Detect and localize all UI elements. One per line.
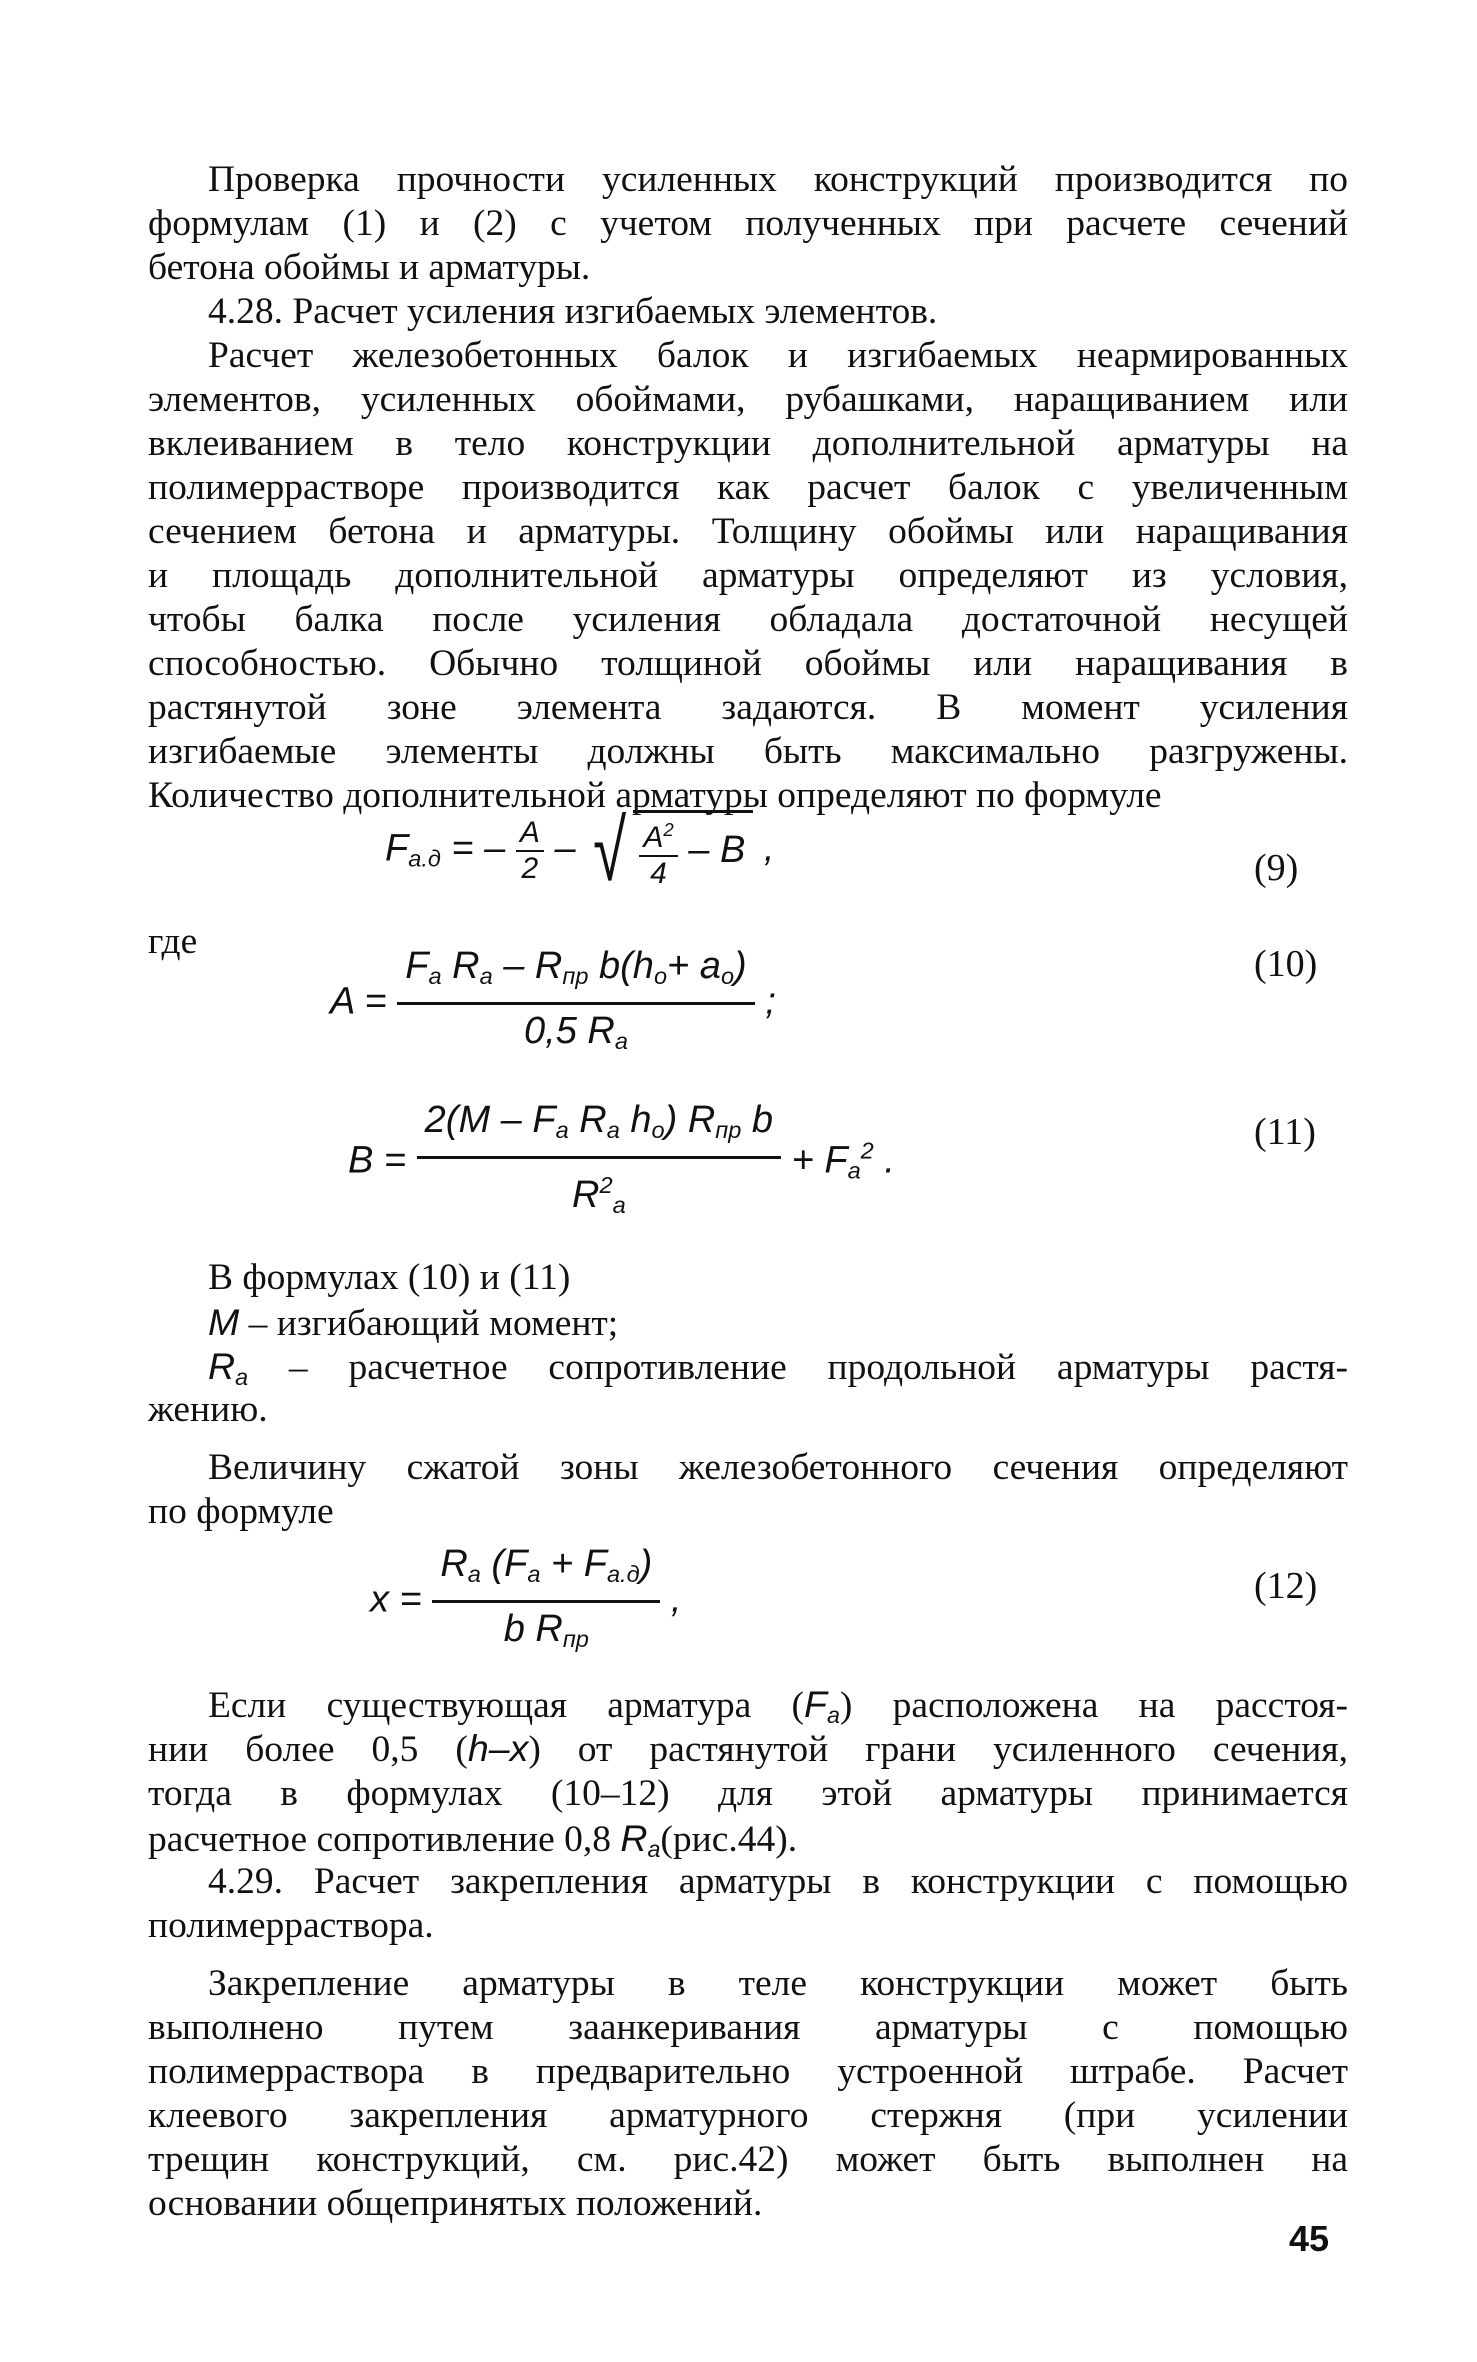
paragraph-compressed-zone-cont: по формуле (148, 1491, 334, 1532)
definition-moment: М – изгибающий момент; (208, 1301, 619, 1344)
fraction-12: $\frac{R_a (F_a + F_{a.д})}{b R_{пр}}$ (432, 1538, 660, 1665)
text-line: выполнено путем заанкеривания арматуры с помощью (148, 2007, 1348, 2048)
fraction-11: $\frac{2(M - F_a R_a h_o) R_{пр} b}{R^2_a}$ (417, 1094, 781, 1231)
text-line: Расчет железобетонных балок и изгибаемых неармированных (208, 335, 1348, 376)
symbol-ra: $R_a$ (208, 1345, 249, 1390)
formula-11: B = $\frac{2(M - F_a R_a h_o) R_{пр} b}{R^2_a}$ + $F_a^2$ . (348, 1094, 895, 1231)
paragraph-anchoring (148, 2006, 1348, 2226)
text-line: 4.29. Расчет закрепления арматуры в конструкции с помощью (208, 1861, 1348, 1902)
paragraph-anchoring-first (208, 1962, 1348, 2006)
paragraph-strength-check-cont (148, 202, 1348, 290)
text-line: растянутой зоне элемента задаются. В момент усиления (148, 687, 1348, 728)
formula-10: A = $\frac{F_a R_a - R_{пр} b(h_o+ a_o)}{0,5 R_a}$ ; (330, 940, 776, 1067)
formula-12: x = $\frac{R_a (F_a + F_{a.д})}{b R_{пр}}$ , (370, 1538, 681, 1665)
text-line: сечением бетона и арматуры. Толщину обоймы или наращивания (148, 511, 1348, 552)
text-line: бетона обоймы и арматуры. (148, 247, 591, 288)
section-heading-4-29-cont: полимерраствора. (148, 1905, 434, 1946)
fraction-10: $\frac{F_a R_a - R_{пр} b(h_o+ a_o)}{0,5 R_a}$ (397, 940, 754, 1067)
equation-number-10: (10) (1254, 943, 1318, 985)
text-line: чтобы балка после усиления обладала достаточной несущей (148, 599, 1348, 640)
text-line: вклеиванием в тело конструкции дополнительной арматуры на (148, 423, 1348, 464)
symbol-fa: $F_a$ (804, 1683, 840, 1728)
section-heading-4-28: 4.28. Расчет усиления изгибаемых элементов. (208, 291, 938, 332)
where-label: где (148, 921, 198, 962)
paragraph-strength-check (148, 158, 1348, 202)
page-number: 45 (1288, 2218, 1329, 2259)
text-line: тогда в формулах (10–12) для этой арматуры принимается (148, 1773, 1348, 1814)
square-root: √ $\frac{A^2}{4}$ – B (586, 810, 753, 891)
text-line: и площадь дополнительной арматуры определяют из условия, (148, 555, 1348, 596)
formulas-reference: В формулах (10) и (11) (208, 1257, 571, 1298)
paragraph-calculation (148, 378, 1348, 818)
symbol-m: М (208, 1301, 240, 1343)
equation-number-9: (9) (1254, 847, 1299, 889)
equation-number-11: (11) (1254, 1111, 1316, 1153)
text-line: полимерраствора в предварительно устроенной штрабе. Расчет (148, 2051, 1348, 2092)
text-line: Закрепление арматуры в теле конструкции может быть (208, 1963, 1348, 2004)
paragraph-existing-rebar: Если существующая арматура $(F_a)$ расположена на расстоя- (208, 1683, 1348, 1728)
section-heading-4-29 (208, 1860, 1348, 1904)
paragraph-existing-rebar-cont: нии более 0,5 (h–x) от растянутой грани усиленного сечения, тогда в формулах (10–12) для этой арматуры принимается расчетное сопротивление 0,8 $R_a(рис.44)$. (148, 1727, 1348, 1862)
definition-resistance: $R_a$ – расчетное сопротивление продольной арматуры растя- (208, 1345, 1349, 1390)
text-line: полимеррастворе производится как расчет балок с увеличенным (148, 467, 1348, 508)
text-line: клеевого закрепления арматурного стержня (при усилении (148, 2095, 1348, 2136)
text-line: Проверка прочности усиленных конструкций производится по (208, 159, 1348, 200)
paragraph-calculation-first-line (208, 334, 1348, 378)
text-line: Количество дополнительной арматуры определяют по формуле (148, 775, 1162, 816)
symbol-ra-inline: $R_a$ (620, 1817, 661, 1862)
text-line: основании общепринятых положений. (148, 2183, 763, 2224)
symbol-h-minus-x: h–x (467, 1727, 529, 1769)
text-line: изгибаемые элементы должны быть максимально разгружены. (148, 731, 1348, 772)
text-line: способностью. Обычно толщиной обоймы или наращивания в (148, 643, 1348, 684)
text-line: элементов, усиленных обоймами, рубашками, наращиванием или (148, 379, 1348, 420)
paragraph-compressed-zone (208, 1446, 1348, 1490)
text-line: формулам (1) и (2) с учетом полученных при расчете сечений (148, 203, 1348, 244)
definition-resistance-cont: жению. (148, 1389, 268, 1430)
text-line: трещин конструкций, см. рис.42) может быть выполнен на (148, 2139, 1348, 2180)
text-line: Величину сжатой зоны железобетонного сечения определяют (208, 1447, 1348, 1488)
equation-number-12: (12) (1254, 1565, 1318, 1607)
formula-9: $F_{a.д}$ = – $\frac{A}{2}$ – √ $\frac{A^2}{4}$ – B , (385, 802, 775, 899)
fraction-a-over-2: $\frac{A}{2}$ (516, 816, 544, 886)
